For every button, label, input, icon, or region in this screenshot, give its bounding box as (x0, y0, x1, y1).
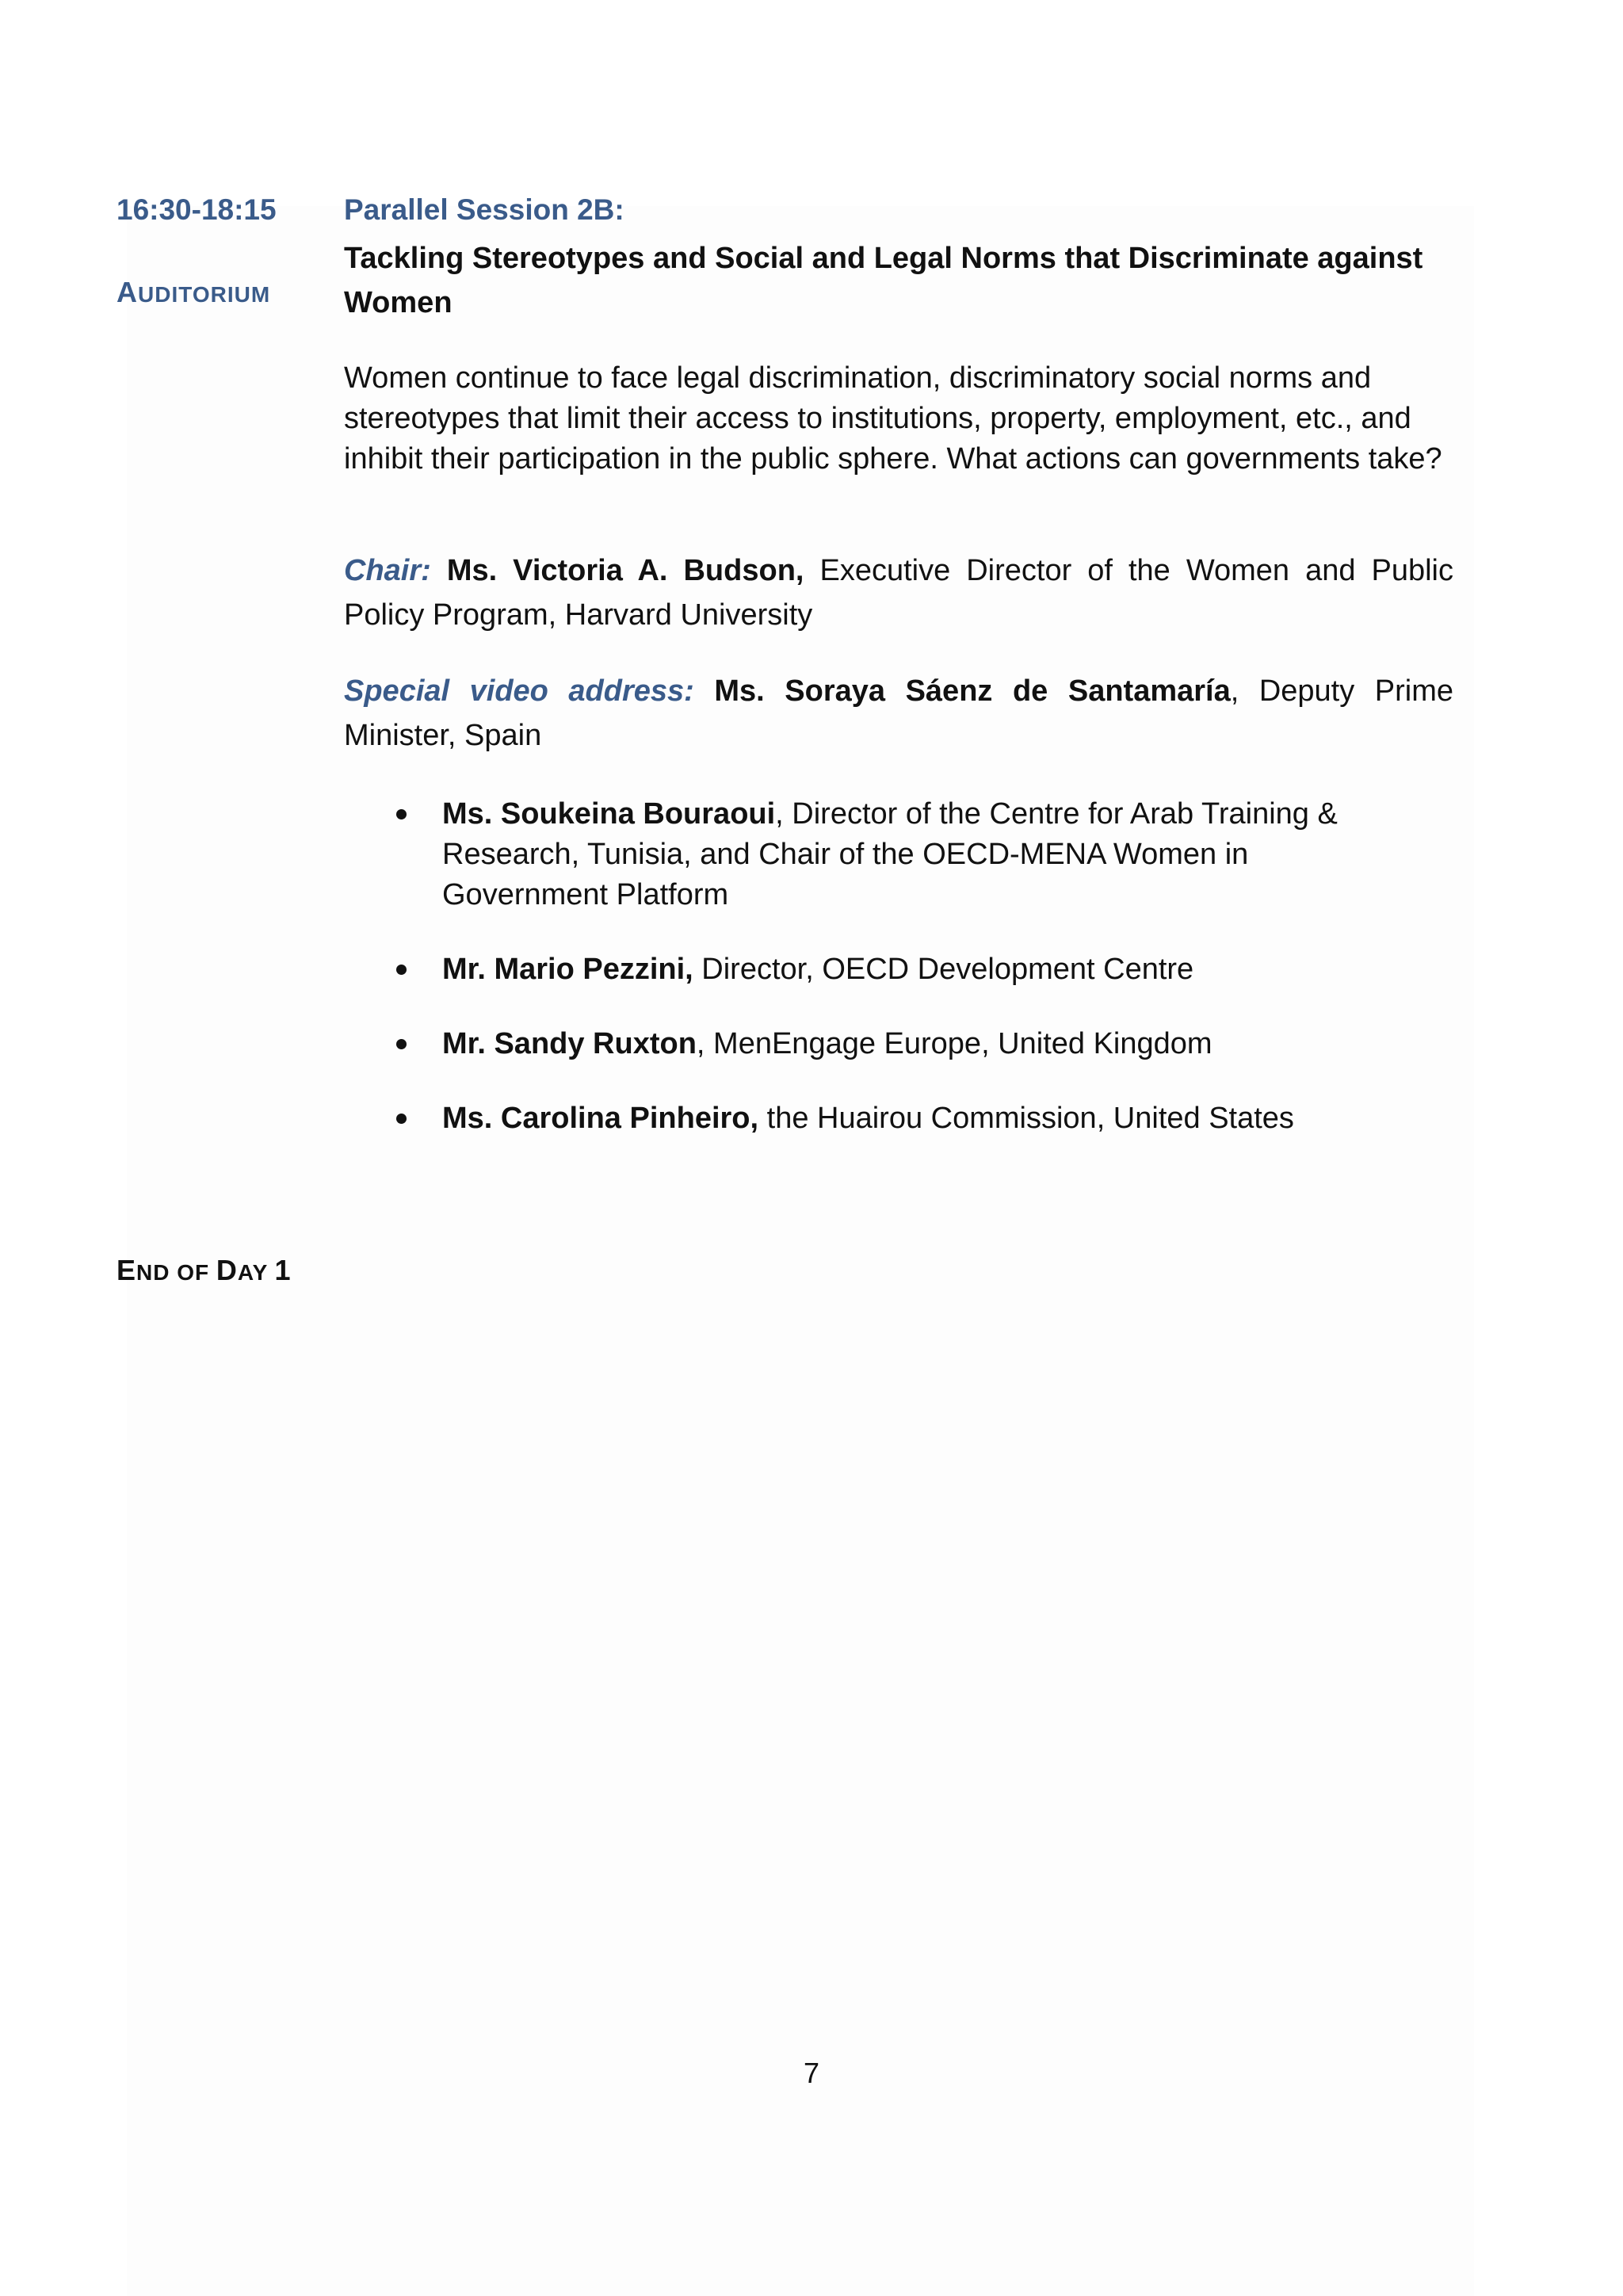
of-word: OF (177, 1260, 216, 1285)
day-rest: AY (237, 1260, 275, 1285)
speaker-role: Director, OECD Development Centre (693, 953, 1194, 986)
video-address-name: Ms. Soraya Sáenz de Santamaría (714, 674, 1231, 708)
session-room (116, 276, 323, 309)
speaker-item (388, 949, 1419, 990)
session-label: Parallel Session 2B: (344, 193, 624, 226)
room-initial: A (116, 276, 138, 308)
session-title: Tackling Stereotypes and Social and Legal Norms that Discriminate against Women (344, 242, 1423, 319)
speaker-name: Ms. Carolina Pinheiro, (442, 1102, 759, 1135)
chair-role: Executive Director of the Women and Public Policy Program, Harvard University (344, 554, 1453, 632)
bullet-icon (396, 1039, 407, 1049)
bullet-icon (396, 809, 407, 819)
end-of-day-label (116, 1254, 292, 1287)
page-number: 7 (803, 2057, 820, 2089)
bullet-icon (396, 965, 407, 975)
end-initial: E (116, 1254, 137, 1286)
speaker-item (388, 1024, 1419, 1064)
chair-name: Ms. Victoria A. Budson, (446, 554, 804, 587)
speaker-name: Mr. Mario Pezzini, (442, 953, 693, 986)
speaker-role: the Huairou Commission, United States (758, 1102, 1294, 1135)
end-rest: ND (136, 1260, 178, 1285)
speaker-list (388, 794, 1419, 1173)
page-background (127, 206, 1474, 2296)
speaker-item (388, 794, 1419, 915)
day-initial: D (216, 1254, 238, 1286)
speaker-item (388, 1098, 1419, 1139)
speaker-role: , MenEngage Europe, United Kingdom (696, 1027, 1212, 1060)
session-description: Women continue to face legal discrimination, discriminatory social norms and stereotypes that limit their access to institutions, property, employment, etc., and inhibit their participation in the public sphere. What actions can governments take? (344, 361, 1442, 476)
speaker-name: Mr. Sandy Ruxton (442, 1027, 697, 1060)
speaker-name: Ms. Soukeina Bouraoui (442, 797, 776, 831)
video-address-line (344, 669, 1453, 758)
video-address-label: Special video address: (344, 674, 694, 708)
bullet-icon (396, 1114, 407, 1124)
chair-label: Chair: (344, 554, 431, 587)
room-rest: UDITORIUM (138, 282, 271, 307)
chair-line (344, 548, 1453, 637)
day-number: 1 (274, 1254, 292, 1286)
speaker-role: , Director of the Centre for Arab Training & Research, Tunisia, and Chair of the OECD-MENA Women in Government Platform (442, 797, 1338, 911)
video-address-role: , Deputy Prime Minister, Spain (344, 674, 1454, 752)
session-time: 16:30-18:15 (116, 193, 277, 226)
